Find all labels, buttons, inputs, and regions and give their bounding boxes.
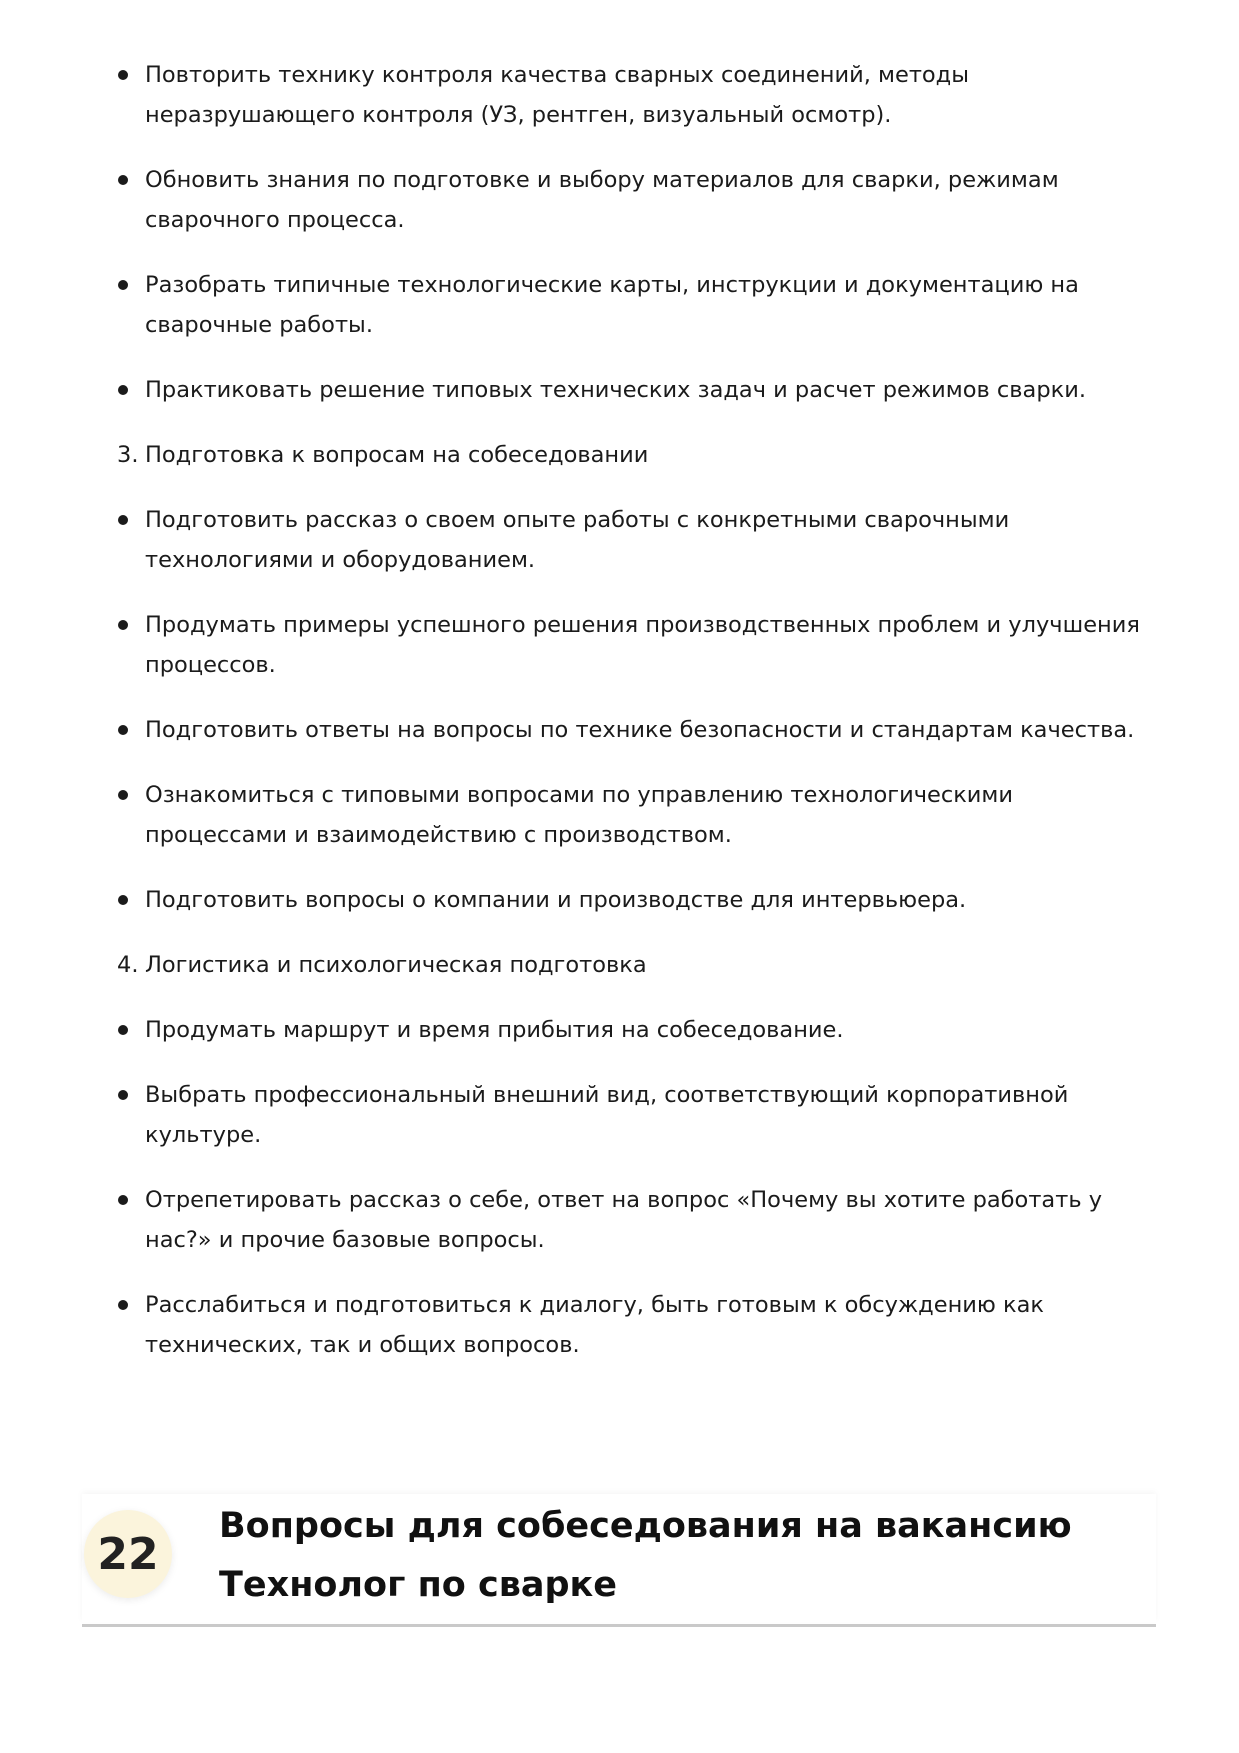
- bullet-icon: [118, 280, 128, 290]
- list-item-text: Расслабиться и подготовиться к диалогу, быть готовым к обсуждению как технических, так и общих вопросов.: [145, 1292, 1044, 1358]
- list-item: [0, 605, 1239, 685]
- bullet-icon: [118, 175, 128, 185]
- list-number: 4.: [117, 952, 139, 978]
- list-item: [0, 160, 1239, 240]
- document-body: [0, 55, 1239, 1390]
- list-item-text: Отрепетировать рассказ о себе, ответ на вопрос «Почему вы хотите работать у нас?» и прочие базовые вопросы.: [145, 1187, 1103, 1253]
- list-item-text: Подготовить ответы на вопросы по технике безопасности и стандартам качества.: [145, 717, 1135, 743]
- list-item: [0, 1180, 1239, 1260]
- bullet-icon: [118, 895, 128, 905]
- list-item-text: Ознакомиться с типовыми вопросами по управлению технологическими процессами и взаимодействию с производством.: [145, 782, 1014, 848]
- list-item: [0, 370, 1239, 410]
- section-divider: [82, 1624, 1156, 1627]
- list-item-text: Подготовить вопросы о компании и производстве для интервьюера.: [145, 887, 967, 913]
- bullet-icon: [118, 725, 128, 735]
- list-item-text: Практиковать решение типовых технических задач и расчет режимов сварки.: [145, 377, 1086, 403]
- list-item: [0, 500, 1239, 580]
- bullet-icon: [118, 1300, 128, 1310]
- bullet-icon: [118, 1090, 128, 1100]
- bullet-icon: [118, 385, 128, 395]
- bullet-icon: [118, 515, 128, 525]
- list-item: [0, 55, 1239, 135]
- list-number: 3.: [117, 442, 139, 468]
- list-item: [0, 710, 1239, 750]
- list-item-text: Повторить технику контроля качества сварных соединений, методы неразрушающего контроля (УЗ, рентген, визуальный осмотр).: [145, 62, 970, 128]
- list-item-text: Продумать примеры успешного решения производственных проблем и улучшения процессов.: [145, 612, 1140, 678]
- list-item: [0, 880, 1239, 920]
- list-item-text: Выбрать профессиональный внешний вид, соответствующий корпоративной культуре.: [145, 1082, 1069, 1148]
- numbered-item-text: Подготовка к вопросам на собеседовании: [145, 442, 649, 468]
- list-item-text: Подготовить рассказ о своем опыте работы с конкретными сварочными технологиями и оборудованием.: [145, 507, 1010, 573]
- list-item: [0, 1285, 1239, 1365]
- bullet-icon: [118, 620, 128, 630]
- bullet-icon: [118, 1195, 128, 1205]
- list-item: [0, 1010, 1239, 1050]
- list-item-text: Разобрать типичные технологические карты, инструкции и документацию на сварочные работы.: [145, 272, 1079, 338]
- bullet-icon: [118, 70, 128, 80]
- numbered-item: [0, 435, 1239, 475]
- list-item-text: Обновить знания по подготовке и выбору материалов для сварки, режимам сварочного процесса.: [145, 167, 1059, 233]
- section-title: Вопросы для собеседования на вакансию Технолог по сварке: [219, 1506, 1072, 1605]
- numbered-item: [0, 945, 1239, 985]
- list-item: [0, 775, 1239, 855]
- list-item: [0, 1075, 1239, 1155]
- bullet-icon: [118, 790, 128, 800]
- bullet-icon: [118, 1025, 128, 1035]
- list-item: [0, 265, 1239, 345]
- section-number-badge: 22: [84, 1510, 172, 1598]
- numbered-item-text: Логистика и психологическая подготовка: [145, 952, 647, 978]
- list-item-text: Продумать маршрут и время прибытия на собеседование.: [145, 1017, 844, 1043]
